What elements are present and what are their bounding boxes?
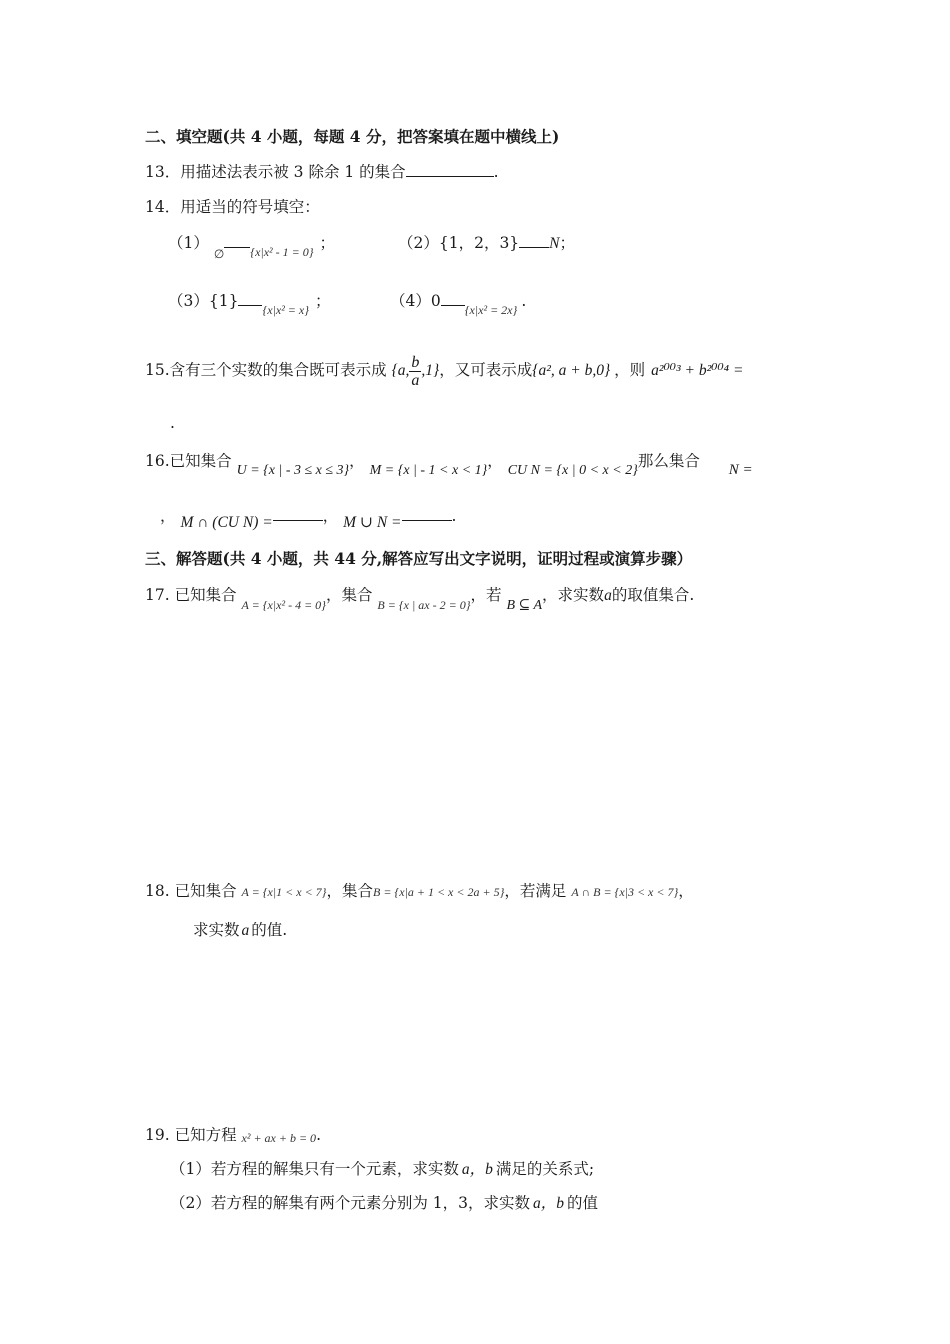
intersection-condition: A ∩ B = {x|3 < x < 7}: [571, 885, 679, 899]
power-expression: a²⁰⁰³ + b²⁰⁰⁴ =: [651, 362, 744, 379]
question-19: [145, 1124, 321, 1147]
fraction-denominator: a: [411, 371, 420, 389]
question-15-text-3: ，则: [614, 361, 646, 379]
answer-blank: [402, 516, 452, 521]
set-2: {a², a + b,0}: [532, 362, 611, 379]
part-1-set: {x|x² - 1 = 0}: [250, 245, 314, 259]
question-13-text: 13．用描述法表示被 3 除余 1 的集合: [145, 163, 406, 181]
question-17-text: 17. 已知集合: [145, 586, 237, 604]
part-2-text: （2）若方程的解集有两个元素分别为 1，3，求实数: [170, 1194, 531, 1212]
part-4-label: （4）0: [390, 292, 441, 310]
answer-blank: [273, 516, 323, 521]
question-16-end: .: [451, 507, 457, 525]
question-19-part-1: [170, 1158, 594, 1181]
question-13-end: .: [493, 163, 499, 181]
set-a-definition: A = {x|x² - 4 = 0}: [241, 598, 326, 612]
fraction-b-over-a: [409, 354, 421, 389]
part-3-set: {x|x² = x}: [262, 303, 310, 317]
question-19-part-2: [170, 1192, 598, 1215]
question-17-text-2: ，集合: [325, 586, 373, 604]
part-1-end: ；: [319, 234, 336, 252]
question-13: [145, 161, 499, 183]
variable-a: a: [604, 587, 612, 604]
intersection-expression: M ∩ (CU N) =: [180, 514, 273, 531]
answer-blank: [224, 241, 250, 248]
part-1-text-2: 满足的关系式;: [495, 1160, 595, 1178]
answer-blank: [406, 162, 494, 177]
question-17: [145, 584, 695, 613]
question-15-text: 15.含有三个实数的集合既可表示成: [145, 361, 387, 379]
answer-blank: [519, 233, 549, 248]
union-expression: M ∪ N =: [343, 514, 402, 531]
variables-a-b: a，b: [461, 1161, 493, 1178]
set-1-start: {a,: [391, 362, 410, 379]
subset-condition: B ⊆ A: [506, 598, 543, 613]
question-16-text: 16.已知集合: [145, 452, 232, 470]
question-16: 16.已知集合 U = {x | - 3 ≤ x ≤ 3}， M = {x | - 1 < x < 1}， CU N = {x | 0 < x < 2}那么集合 N =: [145, 452, 753, 478]
natural-numbers-symbol: N: [549, 235, 560, 252]
question-14-part-3: [168, 290, 331, 317]
question-17-text-4: ，求实数: [542, 586, 605, 604]
question-19-text: 19. 已知方程: [145, 1126, 237, 1144]
section-3-title: 三、解答题(共 4 小题，共 44 分,解答应写出文字说明，证明过程或演算步骤）: [145, 549, 693, 568]
set-b-definition: B = {x|a + 1 < x < 2a + 5}: [373, 885, 505, 899]
set-n-equals: N =: [728, 462, 753, 478]
answer-blank: [238, 291, 262, 306]
variables-a-b: a，b: [533, 1195, 565, 1212]
question-14-part-1: [168, 232, 336, 261]
complement-n-definition: CU N = {x | 0 < x < 2}: [507, 463, 638, 478]
question-15-text-2: ，又可表示成: [439, 361, 533, 379]
answer-blank: [441, 291, 465, 306]
question-18-text-3: ，若满足: [504, 882, 567, 900]
part-2-end: ；: [559, 234, 576, 252]
part-1-text: （1）若方程的解集只有一个元素，求实数: [170, 1160, 459, 1178]
question-18-text-5: 求实数: [193, 921, 240, 939]
question-17-text-3: ，若: [470, 586, 502, 604]
question-18-text-4: ，: [678, 882, 694, 900]
question-18-text: 18. 已知集合: [145, 882, 237, 900]
separator: ，: [322, 507, 339, 525]
part-3-label: （3）{1}: [168, 292, 239, 310]
question-16-text-2: 那么集合: [637, 452, 700, 470]
question-17-text-5: 的取值集合.: [611, 586, 695, 604]
set-u-definition: U = {x | - 3 ≤ x ≤ 3}: [236, 463, 350, 478]
part-2-label: （2）{1，2，3}: [398, 234, 520, 252]
part-3-end: ；: [315, 292, 331, 310]
question-15-answer-end: .: [170, 414, 175, 432]
question-18: [145, 880, 694, 903]
part-4-set: {x|x² = 2x}: [464, 303, 518, 317]
set-1-end: ,1}: [421, 362, 440, 379]
set-m-definition: M = {x | - 1 < x < 1}: [369, 463, 488, 478]
question-16-line-2: [160, 505, 457, 531]
question-18-line-2: [193, 919, 287, 942]
quadratic-equation: x² + ax + b = 0: [241, 1131, 317, 1145]
part-4-end: .: [521, 292, 527, 310]
question-18-text-6: 的值.: [251, 921, 288, 939]
part-2-text-2: 的值: [567, 1194, 599, 1212]
section-2-title: 二、填空题(共 4 小题，每题 4 分，把答案填在题中横线上): [145, 127, 560, 146]
question-18-text-2: ，集合: [326, 882, 373, 900]
part-1-label: （1）: [168, 234, 209, 252]
separator: ，: [160, 507, 176, 525]
fraction-numerator: b: [411, 353, 420, 371]
set-b-definition: B = {x | ax - 2 = 0}: [377, 598, 471, 612]
question-15: [145, 350, 743, 391]
empty-set-symbol: ∅: [213, 247, 225, 261]
question-14-part-4: [390, 290, 527, 317]
question-14-text: 14．用适当的符号填空：: [145, 198, 320, 216]
question-14-part-2: [398, 232, 575, 255]
variable-a: a: [241, 922, 250, 939]
question-19-end: .: [316, 1126, 321, 1144]
set-a-definition: A = {x|1 < x < 7}: [241, 885, 327, 899]
